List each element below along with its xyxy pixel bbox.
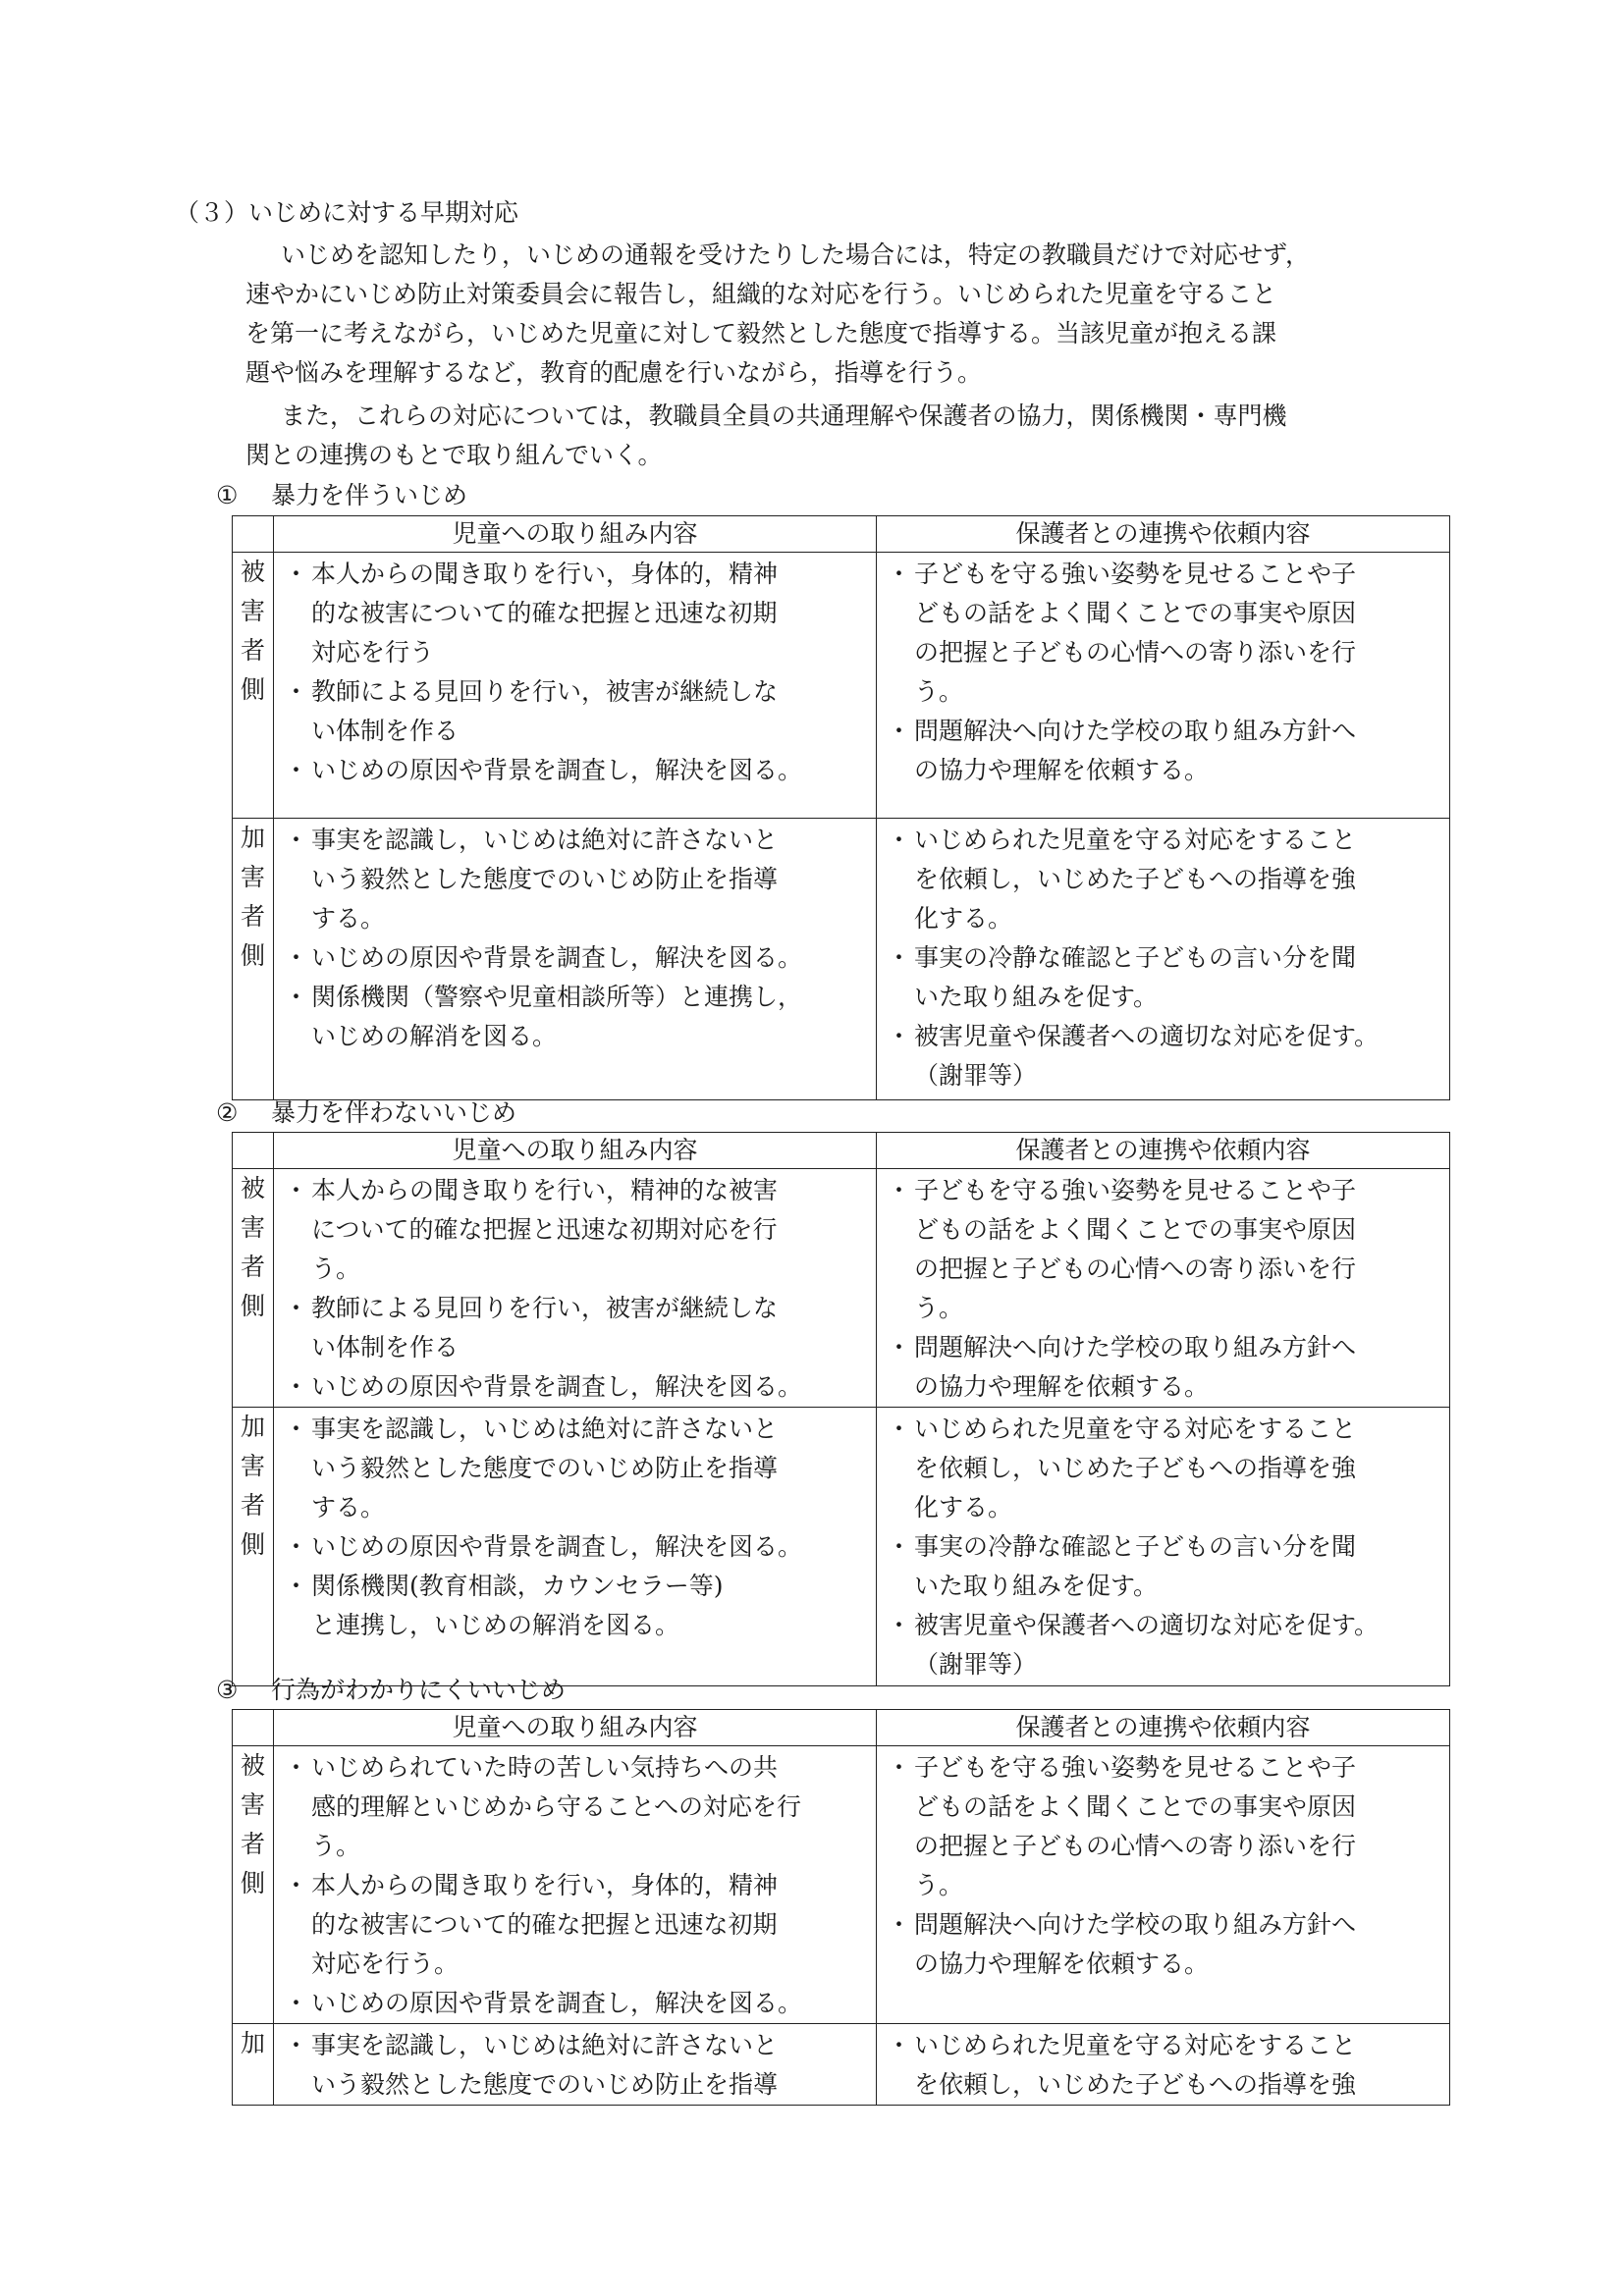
bullet-item xyxy=(887,1606,1449,1684)
column-header-child: 児童への取り組み内容 xyxy=(274,516,877,553)
bullet-item xyxy=(284,821,876,938)
bullet-line: ・ いじめの原因や背景を調査し，解決を図る。 xyxy=(311,943,803,972)
bullet-item xyxy=(887,555,1449,712)
bullet-line: どもの話をよく聞くことでの事実や原因 xyxy=(914,1792,1357,1821)
row-label-perpetrator: 加 xyxy=(233,2024,274,2106)
bullet-line: 化する。 xyxy=(914,1493,1013,1522)
bullet-item xyxy=(284,672,876,751)
bullet-line: ・ 本人からの聞き取りを行い，身体的，精神 xyxy=(311,1871,779,1899)
bullet-line: ・ いじめの原因や背景を調査し，解決を図る。 xyxy=(311,1372,803,1401)
bullet-line: いう毅然とした態度でのいじめ防止を指導 xyxy=(311,2070,779,2099)
subsection-number: ① xyxy=(216,481,239,509)
bullet-line: どもの話をよく聞くことでの事実や原因 xyxy=(914,599,1357,627)
bullet-line: を依頼し，いじめた子どもへの指導を強 xyxy=(914,1454,1357,1482)
bullet-line: い体制を作る xyxy=(311,717,460,745)
column-header-child: 児童への取り組み内容 xyxy=(274,1710,877,1746)
bullet-line: ・ 本人からの聞き取りを行い，精神的な被害 xyxy=(311,1176,779,1204)
row-label-victim: 被 害 者 側 xyxy=(233,553,274,819)
subsection-title: 暴力を伴わないいじめ xyxy=(271,1098,517,1127)
cell-perpetrator-child xyxy=(274,819,877,1100)
bullet-line: ・ 事実の冷静な確認と子どもの言い分を聞 xyxy=(914,1532,1357,1561)
bullet-line: う。 xyxy=(914,1871,964,1899)
row-label-perpetrator: 加 害 者 側 xyxy=(233,819,274,1100)
cell-victim-parent xyxy=(877,553,1450,819)
bullet-line: 化する。 xyxy=(914,904,1013,933)
bullet-line: の協力や理解を依頼する。 xyxy=(914,1372,1210,1401)
bullet-item xyxy=(284,2026,876,2105)
bullet-line: う。 xyxy=(914,677,964,706)
bullet-line: （謝罪等） xyxy=(914,1061,1038,1090)
bullet-line: （謝罪等） xyxy=(914,1650,1038,1679)
bullet-line: ・ いじめられた児童を守る対応をすること xyxy=(914,1415,1357,1443)
table-row-perpetrator xyxy=(233,1408,1450,1686)
bullet-line: 的な被害について的確な把握と迅速な初期 xyxy=(311,599,778,627)
bullet-line: 対応を行う。 xyxy=(311,1949,460,1978)
bullet-line: ・ 子どもを守る強い姿勢を見せることや子 xyxy=(914,1176,1357,1204)
table-corner-cell xyxy=(233,1710,274,1746)
cell-perpetrator-parent xyxy=(877,1408,1450,1686)
bullet-line: いた取り組みを促す。 xyxy=(914,1572,1159,1600)
table-corner-cell xyxy=(233,516,274,553)
bullet-item xyxy=(887,1905,1449,1984)
bullet-item xyxy=(887,1328,1449,1407)
bullet-item xyxy=(284,978,876,1056)
bullet-line: ・ 関係機関(教育相談，カウンセラー等) xyxy=(311,1572,724,1600)
subsection-number: ③ xyxy=(216,1676,239,1704)
paragraph-line: 関との連携のもとで取り組んでいく。 xyxy=(245,441,663,469)
bullet-line: いた取り組みを促す。 xyxy=(914,983,1159,1011)
column-header-child: 児童への取り組み内容 xyxy=(274,1133,877,1169)
table-row-perpetrator xyxy=(233,2024,1450,2106)
response-table-nonviolent xyxy=(232,1132,1450,1686)
bullet-line: ・ 事実を認識し，いじめは絶対に許さないと xyxy=(311,826,779,854)
bullet-line: い体制を作る xyxy=(311,1333,460,1362)
bullet-item xyxy=(284,1527,876,1567)
paragraph-line: を第一に考えながら，いじめた児童に対して毅然とした態度で指導する。当該児童が抱える課 xyxy=(245,319,1277,347)
bullet-line: う。 xyxy=(311,1832,361,1860)
column-header-parent: 保護者との連携や依頼内容 xyxy=(877,516,1450,553)
cell-perpetrator-parent xyxy=(877,2024,1450,2106)
bullet-item xyxy=(284,1984,876,2023)
subsection-number: ② xyxy=(216,1098,239,1127)
bullet-line: ・ 本人からの聞き取りを行い，身体的，精神 xyxy=(311,560,779,588)
bullet-item xyxy=(284,1410,876,1527)
bullet-line: ・ いじめの原因や背景を調査し，解決を図る。 xyxy=(311,756,803,784)
cell-victim-child xyxy=(274,1169,877,1408)
bullet-item xyxy=(887,1527,1449,1606)
subsection-heading-violent xyxy=(216,479,467,512)
cell-perpetrator-child xyxy=(274,2024,877,2106)
bullet-line: する。 xyxy=(311,904,386,933)
bullet-item xyxy=(284,1567,876,1645)
cell-perpetrator-child xyxy=(274,1408,877,1686)
bullet-line: ・ いじめの原因や背景を調査し，解決を図る。 xyxy=(311,1532,803,1561)
bullet-line: する。 xyxy=(311,1493,386,1522)
bullet-item xyxy=(284,1367,876,1407)
cell-victim-child xyxy=(274,553,877,819)
subsection-heading-nonviolent xyxy=(216,1096,516,1130)
cell-victim-child xyxy=(274,1746,877,2024)
bullet-item xyxy=(887,1748,1449,1905)
column-header-parent: 保護者との連携や依頼内容 xyxy=(877,1133,1450,1169)
row-label-victim: 被 害 者 側 xyxy=(233,1746,274,2024)
bullet-line: について的確な把握と迅速な初期対応を行 xyxy=(311,1215,778,1244)
bullet-line: う。 xyxy=(914,1294,964,1322)
bullet-line: ・ 子どもを守る強い姿勢を見せることや子 xyxy=(914,1753,1357,1782)
response-table-unclear xyxy=(232,1709,1450,2106)
bullet-item xyxy=(284,1748,876,1866)
bullet-line: ・ 事実を認識し，いじめは絶対に許さないと xyxy=(311,1415,779,1443)
bullet-item xyxy=(887,1410,1449,1527)
bullet-line: どもの話をよく聞くことでの事実や原因 xyxy=(914,1215,1357,1244)
row-label-victim: 被 害 者 側 xyxy=(233,1169,274,1408)
bullet-line: ・ いじめられた児童を守る対応をすること xyxy=(914,2031,1357,2059)
cell-victim-parent xyxy=(877,1746,1450,2024)
bullet-line: ・ いじめの原因や背景を調査し，解決を図る。 xyxy=(311,1989,803,2017)
table-row-victim xyxy=(233,553,1450,819)
table-corner-cell xyxy=(233,1133,274,1169)
bullet-item xyxy=(284,1866,876,1984)
bullet-line: いう毅然とした態度でのいじめ防止を指導 xyxy=(311,1454,779,1482)
bullet-line: ・ いじめられていた時の苦しい気持ちへの共 xyxy=(311,1753,779,1782)
bullet-line: ・ 事実を認識し，いじめは絶対に許さないと xyxy=(311,2031,779,2059)
bullet-line: の把握と子どもの心情への寄り添いを行 xyxy=(914,1832,1357,1860)
bullet-line: ・ 事実の冷静な確認と子どもの言い分を聞 xyxy=(914,943,1357,972)
subsection-title: 暴力を伴ういじめ xyxy=(271,481,468,509)
paragraph-line: いじめを認知したり，いじめの通報を受けたりした場合には，特定の教職員だけで対応せず， xyxy=(281,240,1311,269)
bullet-line: の把握と子どもの心情への寄り添いを行 xyxy=(914,638,1357,667)
bullet-line: ・ いじめられた児童を守る対応をすること xyxy=(914,826,1357,854)
bullet-line: ・ 関係機関（警察や児童相談所等）と連携し， xyxy=(311,983,803,1011)
bullet-item xyxy=(887,938,1449,1017)
bullet-line: ・ 被害児童や保護者への適切な対応を促す。 xyxy=(914,1611,1380,1639)
bullet-line: ・ 問題解決へ向けた学校の取り組み方針へ xyxy=(914,1333,1357,1362)
table-row-perpetrator xyxy=(233,819,1450,1100)
column-header-parent: 保護者との連携や依頼内容 xyxy=(877,1710,1450,1746)
bullet-item xyxy=(284,555,876,672)
bullet-item xyxy=(887,821,1449,938)
bullet-line: 的な被害について的確な把握と迅速な初期 xyxy=(311,1910,778,1939)
row-label-perpetrator: 加 害 者 側 xyxy=(233,1408,274,1686)
response-table-violent xyxy=(232,515,1450,1100)
bullet-line: う。 xyxy=(311,1255,361,1283)
bullet-line: ・ 被害児童や保護者への適切な対応を促す。 xyxy=(914,1022,1380,1050)
bullet-line: いう毅然とした態度でのいじめ防止を指導 xyxy=(311,865,779,893)
bullet-item xyxy=(887,2026,1449,2105)
paragraph-line: 速やかにいじめ防止対策委員会に報告し，組織的な対応を行う。いじめられた児童を守ること xyxy=(245,280,1277,308)
bullet-line: の協力や理解を依頼する。 xyxy=(914,756,1210,784)
bullet-line: 感的理解といじめから守ることへの対応を行 xyxy=(311,1792,802,1821)
bullet-line: 対応を行う xyxy=(311,638,435,667)
bullet-line: ・ 問題解決へ向けた学校の取り組み方針へ xyxy=(914,717,1357,745)
bullet-line: ・ 子どもを守る強い姿勢を見せることや子 xyxy=(914,560,1357,588)
bullet-line: ・ 教師による見回りを行い，被害が継続しな xyxy=(311,677,779,706)
bullet-line: と連携し，いじめの解消を図る。 xyxy=(311,1611,680,1639)
bullet-line: の協力や理解を依頼する。 xyxy=(914,1949,1210,1978)
cell-victim-parent xyxy=(877,1169,1450,1408)
bullet-item xyxy=(887,712,1449,790)
paragraph-line: また，これらの対応については，教職員全員の共通理解や保護者の協力，関係機関・専門機 xyxy=(281,401,1287,430)
paragraph-early-response xyxy=(245,236,1463,393)
bullet-item xyxy=(284,751,876,790)
subsection-heading-unclear xyxy=(216,1674,566,1707)
paragraph-cooperation xyxy=(245,397,1463,475)
bullet-item xyxy=(284,1171,876,1289)
bullet-line: を依頼し，いじめた子どもへの指導を強 xyxy=(914,865,1357,893)
bullet-line: いじめの解消を図る。 xyxy=(311,1022,558,1050)
bullet-line: ・ 教師による見回りを行い，被害が継続しな xyxy=(311,1294,779,1322)
bullet-line: ・ 問題解決へ向けた学校の取り組み方針へ xyxy=(914,1910,1357,1939)
bullet-item xyxy=(284,938,876,978)
bullet-line: の把握と子どもの心情への寄り添いを行 xyxy=(914,1255,1357,1283)
cell-perpetrator-parent xyxy=(877,819,1450,1100)
bullet-line: を依頼し，いじめた子どもへの指導を強 xyxy=(914,2070,1357,2099)
subsection-title: 行為がわかりにくいいじめ xyxy=(271,1676,567,1704)
paragraph-line: 題や悩みを理解するなど，教育的配慮を行いながら，指導を行う。 xyxy=(245,358,983,387)
bullet-item xyxy=(887,1017,1449,1095)
bullet-item xyxy=(284,1289,876,1367)
section-heading: （３）いじめに対する早期対応 xyxy=(175,198,519,227)
table-row-victim xyxy=(233,1169,1450,1408)
table-row-victim xyxy=(233,1746,1450,2024)
bullet-item xyxy=(887,1171,1449,1328)
